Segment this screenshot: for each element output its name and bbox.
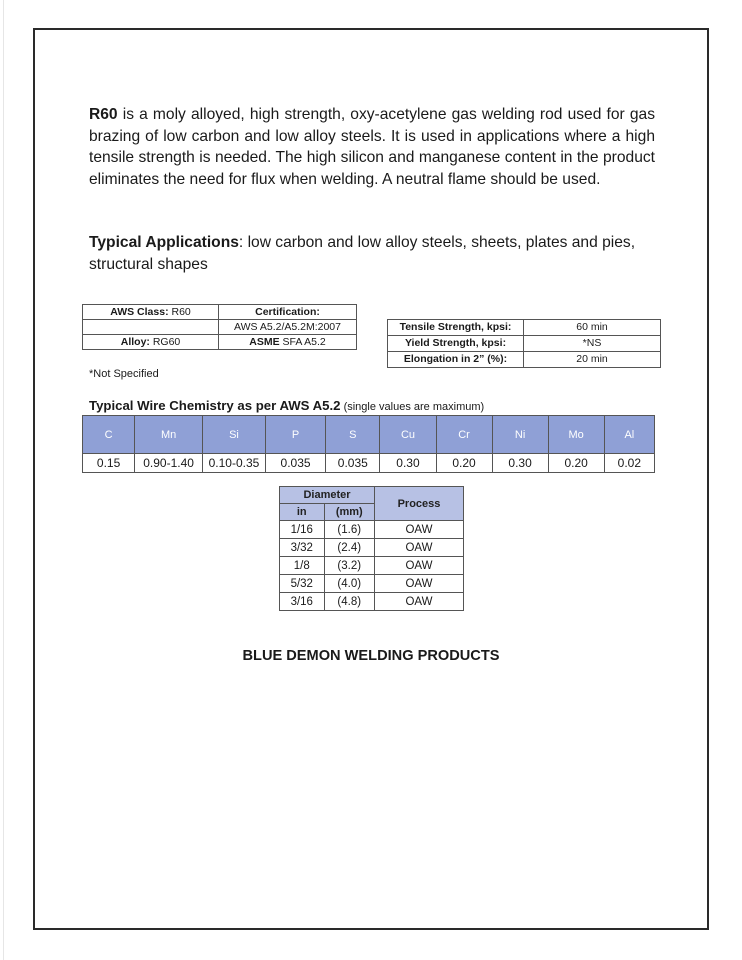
table-row (388, 336, 661, 352)
diameter-header: Diameter (280, 487, 375, 504)
element-header: Mo (548, 416, 604, 454)
element-value: 0.90-1.40 (135, 454, 203, 473)
element-header: C (83, 416, 135, 454)
table-row (388, 352, 661, 368)
classification-table (82, 304, 357, 350)
diameter-header-row (280, 487, 464, 504)
diameter-mm: (1.6) (324, 521, 374, 539)
element-value: 0.10-0.35 (203, 454, 266, 473)
property-label: Yield Strength, kpsi: (388, 336, 524, 352)
element-value: 0.15 (83, 454, 135, 473)
diameter-mm: (4.0) (324, 575, 374, 593)
table-row (388, 320, 661, 336)
property-value: *NS (524, 336, 661, 352)
diameter-mm: (4.8) (324, 593, 374, 611)
element-header: Cu (380, 416, 436, 454)
alloy-label: Alloy: (120, 336, 150, 348)
table-row (280, 521, 464, 539)
property-value: 60 min (524, 320, 661, 336)
brand-footer: BLUE DEMON WELDING PRODUCTS (242, 648, 500, 664)
process-value: OAW (375, 593, 464, 611)
applications-label: Typical Applications (89, 234, 239, 251)
property-label: Elongation in 2” (%): (388, 352, 524, 368)
mechanical-properties-table (387, 319, 661, 368)
element-value: 0.02 (604, 454, 654, 473)
certification-label-cell (219, 305, 357, 320)
mm-header: (mm) (324, 504, 374, 521)
chemistry-table (82, 415, 655, 473)
scan-edge-line (3, 0, 4, 960)
diameter-in: 5/32 (280, 575, 325, 593)
chemistry-header-row (83, 416, 655, 454)
process-value: OAW (375, 557, 464, 575)
process-value: OAW (375, 575, 464, 593)
table-row (280, 575, 464, 593)
element-header: Si (203, 416, 266, 454)
product-description (89, 104, 655, 190)
typical-applications (89, 232, 655, 275)
table-row (280, 557, 464, 575)
table-row (83, 335, 357, 350)
alloy-cell (83, 335, 219, 350)
element-value: 0.20 (548, 454, 604, 473)
process-value: OAW (375, 521, 464, 539)
empty-cell (83, 320, 219, 335)
certification-value: AWS A5.2/A5.2M:2007 (219, 320, 357, 335)
element-header: Mn (135, 416, 203, 454)
table-row (280, 539, 464, 557)
diameter-table (279, 486, 464, 611)
certification-label: Certification: (255, 306, 320, 318)
element-value: 0.30 (380, 454, 436, 473)
table-row (83, 320, 357, 335)
property-label: Tensile Strength, kpsi: (388, 320, 524, 336)
element-header: P (265, 416, 325, 454)
diameter-in: 3/16 (280, 593, 325, 611)
process-value: OAW (375, 539, 464, 557)
in-header: in (280, 504, 325, 521)
chemistry-title-text: Typical Wire Chemistry as per AWS A5.2 (89, 398, 341, 413)
product-name: R60 (89, 106, 118, 123)
alloy-value: RG60 (149, 336, 181, 348)
chemistry-value-row (83, 454, 655, 473)
aws-class-value: R60 (168, 306, 191, 318)
applications-text: : low carbon and low alloy steels, sheets, plates and pies, structural shapes (89, 234, 636, 273)
element-header: S (326, 416, 380, 454)
element-header: Cr (436, 416, 492, 454)
asme-cell (219, 335, 357, 350)
property-value: 20 min (524, 352, 661, 368)
diameter-mm: (2.4) (324, 539, 374, 557)
element-value: 0.035 (326, 454, 380, 473)
description-text: is a moly alloyed, high strength, oxy-acetylene gas welding rod used for gas brazing of low carbon and low alloy steels. It is used in applications where a high tensile strength is needed. The high silicon and manganese content in the product eliminates the need for flux when welding. A neutral flame should be used. (89, 106, 655, 188)
element-header: Al (604, 416, 654, 454)
chemistry-subtitle: (single values are maximum) (340, 401, 485, 413)
table-row (83, 305, 357, 320)
element-value: 0.30 (492, 454, 548, 473)
footnote: *Not Specified (89, 368, 159, 380)
asme-value: SFA A5.2 (279, 336, 326, 348)
table-row (280, 593, 464, 611)
aws-class-label: AWS Class: (110, 306, 169, 318)
asme-label: ASME (249, 336, 280, 348)
diameter-in: 1/16 (280, 521, 325, 539)
aws-class-cell (83, 305, 219, 320)
diameter-in: 1/8 (280, 557, 325, 575)
element-value: 0.035 (265, 454, 325, 473)
element-value: 0.20 (436, 454, 492, 473)
chemistry-title (89, 398, 484, 413)
process-header: Process (375, 487, 464, 521)
diameter-mm: (3.2) (324, 557, 374, 575)
diameter-in: 3/32 (280, 539, 325, 557)
element-header: Ni (492, 416, 548, 454)
